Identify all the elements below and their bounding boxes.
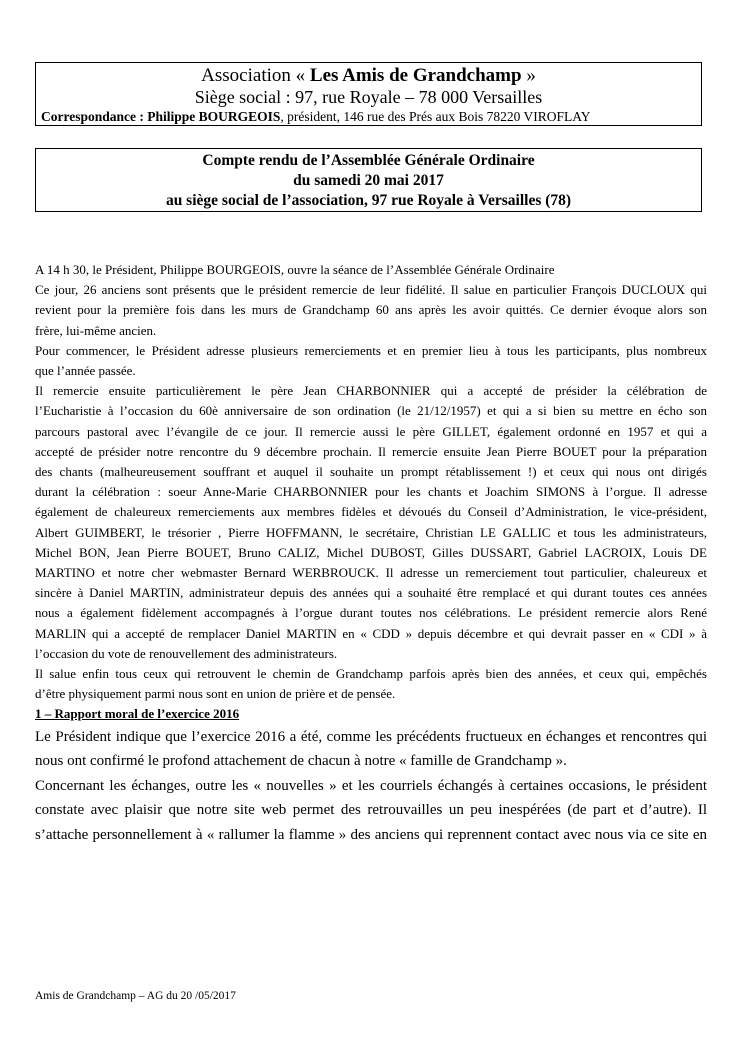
section-heading-moral-report: 1 – Rapport moral de l’exercice 2016 xyxy=(35,706,240,722)
report-title-line-1: Compte rendu de l’Assemblée Générale Ordinaire xyxy=(202,152,535,169)
text-line: sincère à Daniel MARTIN, administrateur depuis des années qui a souhaité être remplacé et qui durant toutes ces années xyxy=(35,585,707,601)
text-line: des chants (malheureusement souffrant et auquel il souhaite un prompt rétablissement !) et ceux qui nous ont dirigés xyxy=(35,464,707,480)
paragraph-thanks-intro xyxy=(35,341,707,381)
text-line: également de chaleureux remerciements aux membres fidèles et dévoués du Conseil d’Administration, le vice-président, xyxy=(35,504,707,520)
report-body xyxy=(35,260,707,847)
correspondence-line xyxy=(36,108,701,125)
text-line: MARTINO et notre cher webmaster Bernard WERBROUCK. Il adresse un remerciement tout particulier, chaleureux et xyxy=(35,565,707,581)
paragraph-attendance xyxy=(35,280,707,341)
text-line: nous ont confirmé le profond attachement de chacun à notre « famille de Grandchamp ». xyxy=(35,753,567,770)
paragraph-exercise xyxy=(35,725,707,774)
text-line: parcours pastoral avec l’évangile de ce jour. Il remercie aussi le père GILLET, également ordonné en 1957 et qui a xyxy=(35,423,707,439)
paragraph-thanks xyxy=(35,381,707,664)
page-footer: Amis de Grandchamp – AG du 20 /05/2017 xyxy=(35,990,236,1002)
text-line: l’Eucharistie à l’occasion du 60è anniversaire de son ordination (le 21/12/1957) et qui a si bien su mettre en écho son xyxy=(35,403,707,419)
report-title-box xyxy=(35,148,702,212)
text-line: Il salue enfin tous ceux qui retrouvent le chemin de Grandchamp parfois après bien des années, et ceux qui, empêchés xyxy=(35,666,707,682)
text-line: constate avec plaisir que notre site web permet des retrouvailles un peu inespérées (de part et d’autre). Il xyxy=(35,802,707,819)
text-line: Albert GUIMBERT, le trésorier , Pierre HOFFMANN, le secrétaire, Christian LE GALLIC et tous les administrateurs, xyxy=(35,524,707,540)
text-line: Il remercie ensuite particulièrement le père Jean CHARBONNIER qui a accepté de présider la célébration de xyxy=(35,383,707,399)
text-line: nous a également fidèlement accompagnés à l’orgue durant toutes nos célébrations. Le président remercie alors René xyxy=(35,605,707,621)
correspondence-label: Correspondance : Philippe BOURGEOIS xyxy=(41,109,281,124)
text-line: que l’année passée. xyxy=(35,363,136,379)
paragraph-exchanges xyxy=(35,774,707,848)
text-line: Michel BON, Jean Pierre BOUET, Bruno CALIZ, Michel DUBOST, Gilles DUSSART, Gabriel LACROIX, Louis DE xyxy=(35,544,707,560)
association-title: Association « Les Amis de Grandchamp » xyxy=(201,65,536,86)
association-seat: Siège social : 97, rue Royale – 78 000 Versailles xyxy=(194,87,543,107)
text-line: Ce jour, 26 anciens sont présents que le président remercie de leur fidélité. Il salue en particulier François DUCLOUX qui xyxy=(35,282,707,298)
text-line: d’être physiquement parmi nous sont en union de prière et de pensée. xyxy=(35,686,396,702)
text-line: Le Président indique que l’exercice 2016 a été, comme les précédents fructueux en échanges et rencontres qui xyxy=(35,728,707,745)
text-line: accepté de présider notre rencontre du 9 décembre prochain. Il remercie ensuite Jean Pierre BOUET pour la préparation xyxy=(35,443,707,459)
report-title-line-2: du samedi 20 mai 2017 xyxy=(293,172,444,189)
text-line: MARLIN qui a accepté de remplacer Daniel MARTIN en « CDD » depuis décembre et qui devrait passer en « CDI » à xyxy=(35,625,707,641)
text-line: A 14 h 30, le Président, Philippe BOURGEOIS, ouvre la séance de l’Assemblée Générale Ordinaire xyxy=(35,262,555,277)
text-line: l’occasion du vote de renouvellement des administrateurs. xyxy=(35,645,338,661)
paragraph-greetings xyxy=(35,664,707,704)
text-line: Pour commencer, le Président adresse plusieurs remerciements et en premier lieu à tous les participants, plus nombreux xyxy=(35,342,707,358)
report-title-line-3: au siège social de l’association, 97 rue Royale à Versailles (78) xyxy=(165,192,572,209)
text-line: durant la célébration : soeur Anne-Marie CHARBONNIER pour les chants et Joachim SIMONS à l’orgue. Il adresse xyxy=(35,484,707,500)
correspondence-address: , président, 146 rue des Prés aux Bois 78220 VIROFLAY xyxy=(280,109,591,124)
paragraph-opening xyxy=(35,260,707,280)
text-line: revient pour la première fois dans les murs de Grandchamp 60 ans après les avoir quittés. Ce dernier évoque alors son xyxy=(35,302,707,318)
association-name: Les Amis de Grandchamp xyxy=(309,65,522,86)
text-line: s’attache personnellement à « rallumer la flamme » des anciens qui reprennent contact avec nous via ce site en xyxy=(35,826,707,843)
text-line: frère, lui-même ancien. xyxy=(35,322,157,338)
association-header-box xyxy=(35,62,702,126)
text-line: Concernant les échanges, outre les « nouvelles » et les courriels échangés à certaines occasions, le président xyxy=(35,777,707,794)
